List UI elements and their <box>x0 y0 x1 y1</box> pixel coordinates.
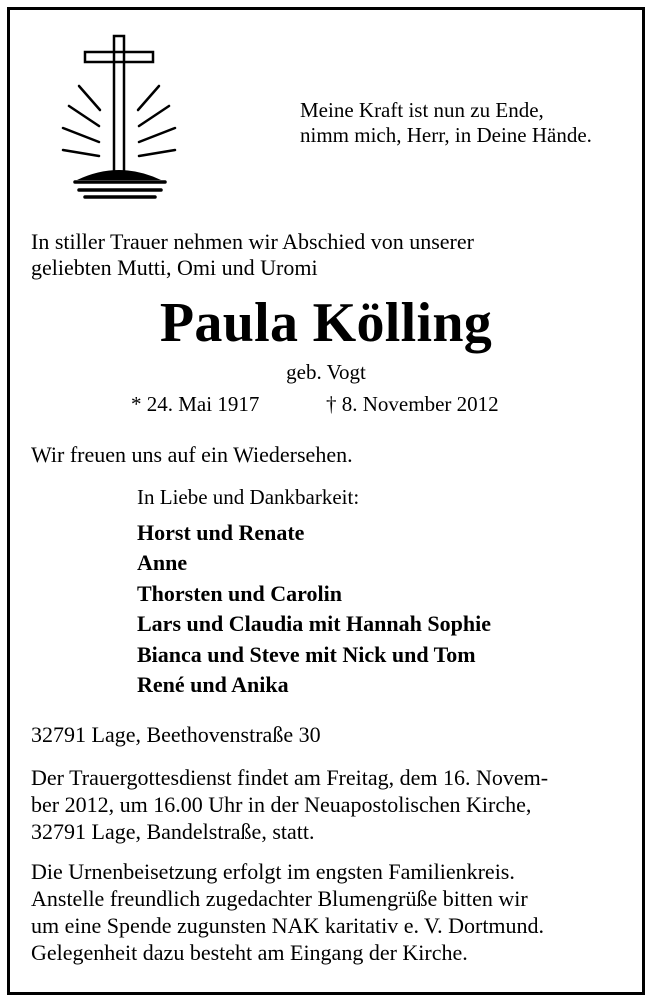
birth-date: * 24. Mai 1917 <box>131 392 260 416</box>
mourner-name: Anne <box>137 550 188 576</box>
maiden-name: geb. Vogt <box>286 360 366 384</box>
burial-line: Die Urnenbeisetzung erfolgt im engsten Familienkreis. <box>31 859 515 884</box>
mourner-name: Lars und Claudia mit Hannah Sophie <box>137 611 491 637</box>
death-date: † 8. November 2012 <box>326 392 499 416</box>
verse-line: Meine Kraft ist nun zu Ende, <box>300 98 544 122</box>
burial-line: Anstelle freundlich zugedachter Blumengrüße bitten wir <box>31 886 528 911</box>
mourner-name: Horst und Renate <box>137 520 305 545</box>
dedication-line: In Liebe und Dankbarkeit: <box>137 485 360 509</box>
mourner-name: Bianca und Steve mit Nick und Tom <box>137 641 476 667</box>
deceased-name: Paula Kölling <box>159 292 493 354</box>
mourners-list <box>137 518 491 700</box>
verse <box>300 98 592 148</box>
service-line: 32791 Lage, Bandelstraße, statt. <box>31 819 315 844</box>
intro-line: geliebten Mutti, Omi und Uromi <box>31 255 318 280</box>
farewell-line: Wir freuen uns auf ein Wiedersehen. <box>31 442 353 467</box>
intro-line: In stiller Trauer nehmen wir Abschied von unserer <box>31 229 474 254</box>
mourner-name: René und Anika <box>137 672 289 698</box>
address-line: 32791 Lage, Beethovenstraße 30 <box>31 722 321 747</box>
burial-line: um eine Spende zugunsten NAK karitativ e. V. Dortmund. <box>31 913 545 938</box>
cross-sunrise-icon <box>55 34 185 204</box>
mourner-name: Thorsten und Carolin <box>137 580 342 606</box>
burial-line: Gelegenheit dazu besteht am Eingang der Kirche. <box>31 940 468 965</box>
service-line: ber 2012, um 16.00 Uhr in der Neuapostolischen Kirche, <box>31 792 532 817</box>
verse-line: nimm mich, Herr, in Deine Hände. <box>300 123 592 147</box>
service-line: Der Trauergottesdienst findet am Freitag, dem 16. Novem- <box>31 765 549 790</box>
